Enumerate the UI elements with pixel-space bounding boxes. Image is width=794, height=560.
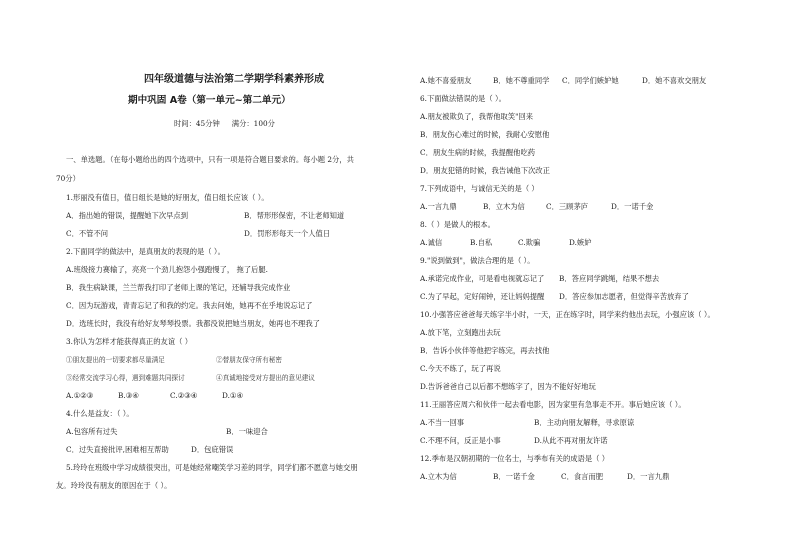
q11-option-a[interactable]: A.不当一回事	[420, 418, 465, 427]
q6-stem: 6.下面做法错误的是（ ）。	[420, 94, 506, 103]
q9-option-b[interactable]: B．答应同学跳绳，结果不想去	[559, 274, 660, 283]
q10-option-d[interactable]: D.告诉爸爸自己以后都不想练字了，因为不能好好地玩	[420, 382, 596, 391]
q5-options	[420, 76, 706, 86]
q8-options	[420, 238, 592, 248]
q12-option-d[interactable]: D．一言九鼎	[627, 472, 670, 481]
exam-time: 时间：45分钟	[174, 119, 220, 128]
q7-option-c[interactable]: C．三顾茅庐	[546, 202, 589, 211]
q1-options-row2	[66, 229, 330, 239]
q5-option-a[interactable]: A.她不喜爱朋友	[420, 76, 472, 85]
q1-option-a[interactable]: A．指出她的错误，提醒她下次早点到	[66, 211, 189, 220]
q11-stem: 11.王丽答应周六和伙伴一起去看电影，因为家里有急事走不开。事后她应该（ ）。	[420, 400, 686, 409]
q4-options-row2	[66, 445, 233, 455]
exam-subtitle: 期中巩固 A卷（第一单元~第二单元）	[128, 95, 291, 106]
q11-option-c[interactable]: C.不理不问，反正是小事	[420, 436, 501, 445]
q3-statement-2: ②替朋友保守所有秘密	[216, 356, 282, 364]
q8-option-c[interactable]: C.欺骗	[518, 238, 541, 247]
q3-statement-3: ③经常交流学习心得，遇到难题共同探讨	[66, 374, 185, 382]
exam-meta	[174, 119, 275, 129]
q1-stem: 1.形丽没有值日，值日组长是她的好朋友，值日组长应该（ ）。	[66, 193, 269, 202]
q5-option-c[interactable]: C．同学们嫉妒她	[562, 76, 619, 85]
q5-stem-line1: 5.玲玲在班级中学习成绩很突出，可是她经常嘲笑学习差的同学，同学们都不愿意与她交朋	[66, 463, 358, 472]
q9-option-a[interactable]: A.承诺完成作业，可是看电视就忘记了	[420, 274, 545, 283]
q7-option-a[interactable]: A.一言九鼎	[420, 202, 457, 211]
q10-option-b[interactable]: B．告诉小伙伴等他把字练完，再去找他	[420, 346, 550, 355]
q10-stem: 10.小强答应爸爸每天练字半小时，一天，正在练字时，同学来约他出去玩，小强应该（ ）。	[420, 310, 715, 319]
q7-stem: 7.下列成语中，与诚信无关的是（ ）	[420, 184, 539, 193]
q2-option-d[interactable]: D．选班长时，我没有给好友琴琴投票。我都没说把她当朋友，她再也不理我了	[66, 319, 320, 328]
exam-score: 满分：100分	[231, 119, 275, 128]
q7-option-d[interactable]: D．一诺千金	[611, 202, 654, 211]
q3-option-d[interactable]: D.①④	[222, 391, 243, 400]
q3-statements-row2	[66, 373, 315, 383]
q1-option-c[interactable]: C．不管不问	[66, 229, 109, 238]
q12-options	[420, 472, 669, 482]
q4-option-a[interactable]: A.包容所有过失	[66, 427, 118, 436]
q3-option-a[interactable]: A.①②③	[66, 391, 94, 400]
q3-options	[66, 391, 243, 401]
q4-options-row1	[66, 427, 268, 437]
q9-options-row2	[420, 292, 689, 302]
q12-option-a[interactable]: A.立木为信	[420, 472, 457, 481]
q12-stem: 12.季布是汉朝初期的一位名士，与季布有关的成语是（ ）	[420, 454, 610, 463]
q2-option-a[interactable]: A.班级接力赛输了，亮亮一个劲儿抱怨小强跑慢了， 拖了后腿.	[66, 265, 268, 274]
q11-options-row2	[420, 436, 608, 446]
q7-option-b[interactable]: B．立木为信	[483, 202, 525, 211]
q8-option-b[interactable]: B.自私	[470, 238, 493, 247]
q9-option-c[interactable]: C.为了早起，定好闹钟，还让妈妈提醒	[420, 292, 545, 301]
q2-stem: 2.下面同学的做法中，是真朋友的表现的是（ ）。	[66, 247, 225, 256]
q3-statement-4: ④真诚地接受对方提出的意见建议	[216, 374, 315, 382]
q12-option-b[interactable]: B．一诺千金	[493, 472, 535, 481]
q6-option-b[interactable]: B．朋友伤心难过的时候，我耐心安慰他	[420, 130, 550, 139]
q8-option-d[interactable]: D.嫉妒	[569, 238, 592, 247]
q5-option-d[interactable]: D．她不喜欢交朋友	[642, 76, 707, 85]
q4-option-d[interactable]: D．包庇错误	[191, 445, 234, 454]
q11-option-d[interactable]: D.从此不再对朋友许诺	[534, 436, 608, 445]
q8-stem: 8.（ ）是做人的根本。	[420, 220, 495, 229]
q1-option-d[interactable]: D．罚形形每天一个人值日	[244, 229, 331, 238]
q11-options-row1	[420, 418, 634, 428]
q4-stem: 4.什么是益友：（ ）。	[66, 409, 134, 418]
q1-options-row1	[66, 211, 344, 221]
q8-option-a[interactable]: A.诚信	[420, 238, 443, 247]
q4-option-c[interactable]: C．过失直接批评,困难相互帮助	[66, 445, 169, 454]
q3-stem: 3.你认为怎样才能获得真正的友谊（ ）	[66, 337, 193, 346]
q9-option-d[interactable]: D．答应参加志愿者，但觉得辛苦放弃了	[559, 292, 689, 301]
q10-option-c[interactable]: C.今天不练了，玩了再说	[420, 364, 501, 373]
q12-option-c[interactable]: C．食言而肥	[561, 472, 604, 481]
exam-title: 四年级道德与法治第二学期学科素养形成	[144, 74, 324, 85]
q3-statements-row1	[66, 355, 282, 365]
q5-option-b[interactable]: B．她不尊重同学	[493, 76, 550, 85]
q3-option-c[interactable]: C.②③④	[170, 391, 198, 400]
q1-option-b[interactable]: B．帮形形保密，不让老师知道	[244, 211, 345, 220]
q10-option-a[interactable]: A.放下笔，立刻跑出去玩	[420, 328, 501, 337]
q2-option-c[interactable]: C．因为玩游戏，青青忘记了和我的约定。我去问她，她再不在乎地说忘记了	[66, 301, 313, 310]
q4-option-b[interactable]: B．一味迎合	[226, 427, 268, 436]
q5-stem-line2: 友。玲玲没有朋友的原因在于（ ）。	[56, 481, 172, 490]
q3-option-b[interactable]: B.③④	[118, 391, 139, 400]
section-instructions-cont: 70分）	[56, 174, 80, 183]
section-instructions: 一、单选题。（在每小题给出的四个选项中，只有一项是符合题目要求的。每小题 2分，共	[66, 155, 354, 164]
q3-statement-1: ①朋友提出的一切要求都尽量满足	[66, 356, 165, 364]
q11-option-b[interactable]: B．主动向朋友解释，寻求原谅	[534, 418, 635, 427]
q6-option-d[interactable]: D．朋友犯错的时候，我告诫他下次改正	[420, 166, 550, 175]
q9-stem: 9."说到做到"，做法合理的是（ ）。	[420, 256, 535, 265]
q6-option-c[interactable]: C．朋友生病的时候，我提醒他吃药	[420, 148, 536, 157]
q9-options-row1	[420, 274, 659, 284]
q2-option-b[interactable]: B．我生病缺课，兰兰帮我打印了老师上课的笔记，还辅导我完成作业	[66, 283, 291, 292]
q7-options	[420, 202, 653, 212]
q6-option-a[interactable]: A.朋友被欺负了，我帮他取笑"回来	[420, 112, 534, 121]
